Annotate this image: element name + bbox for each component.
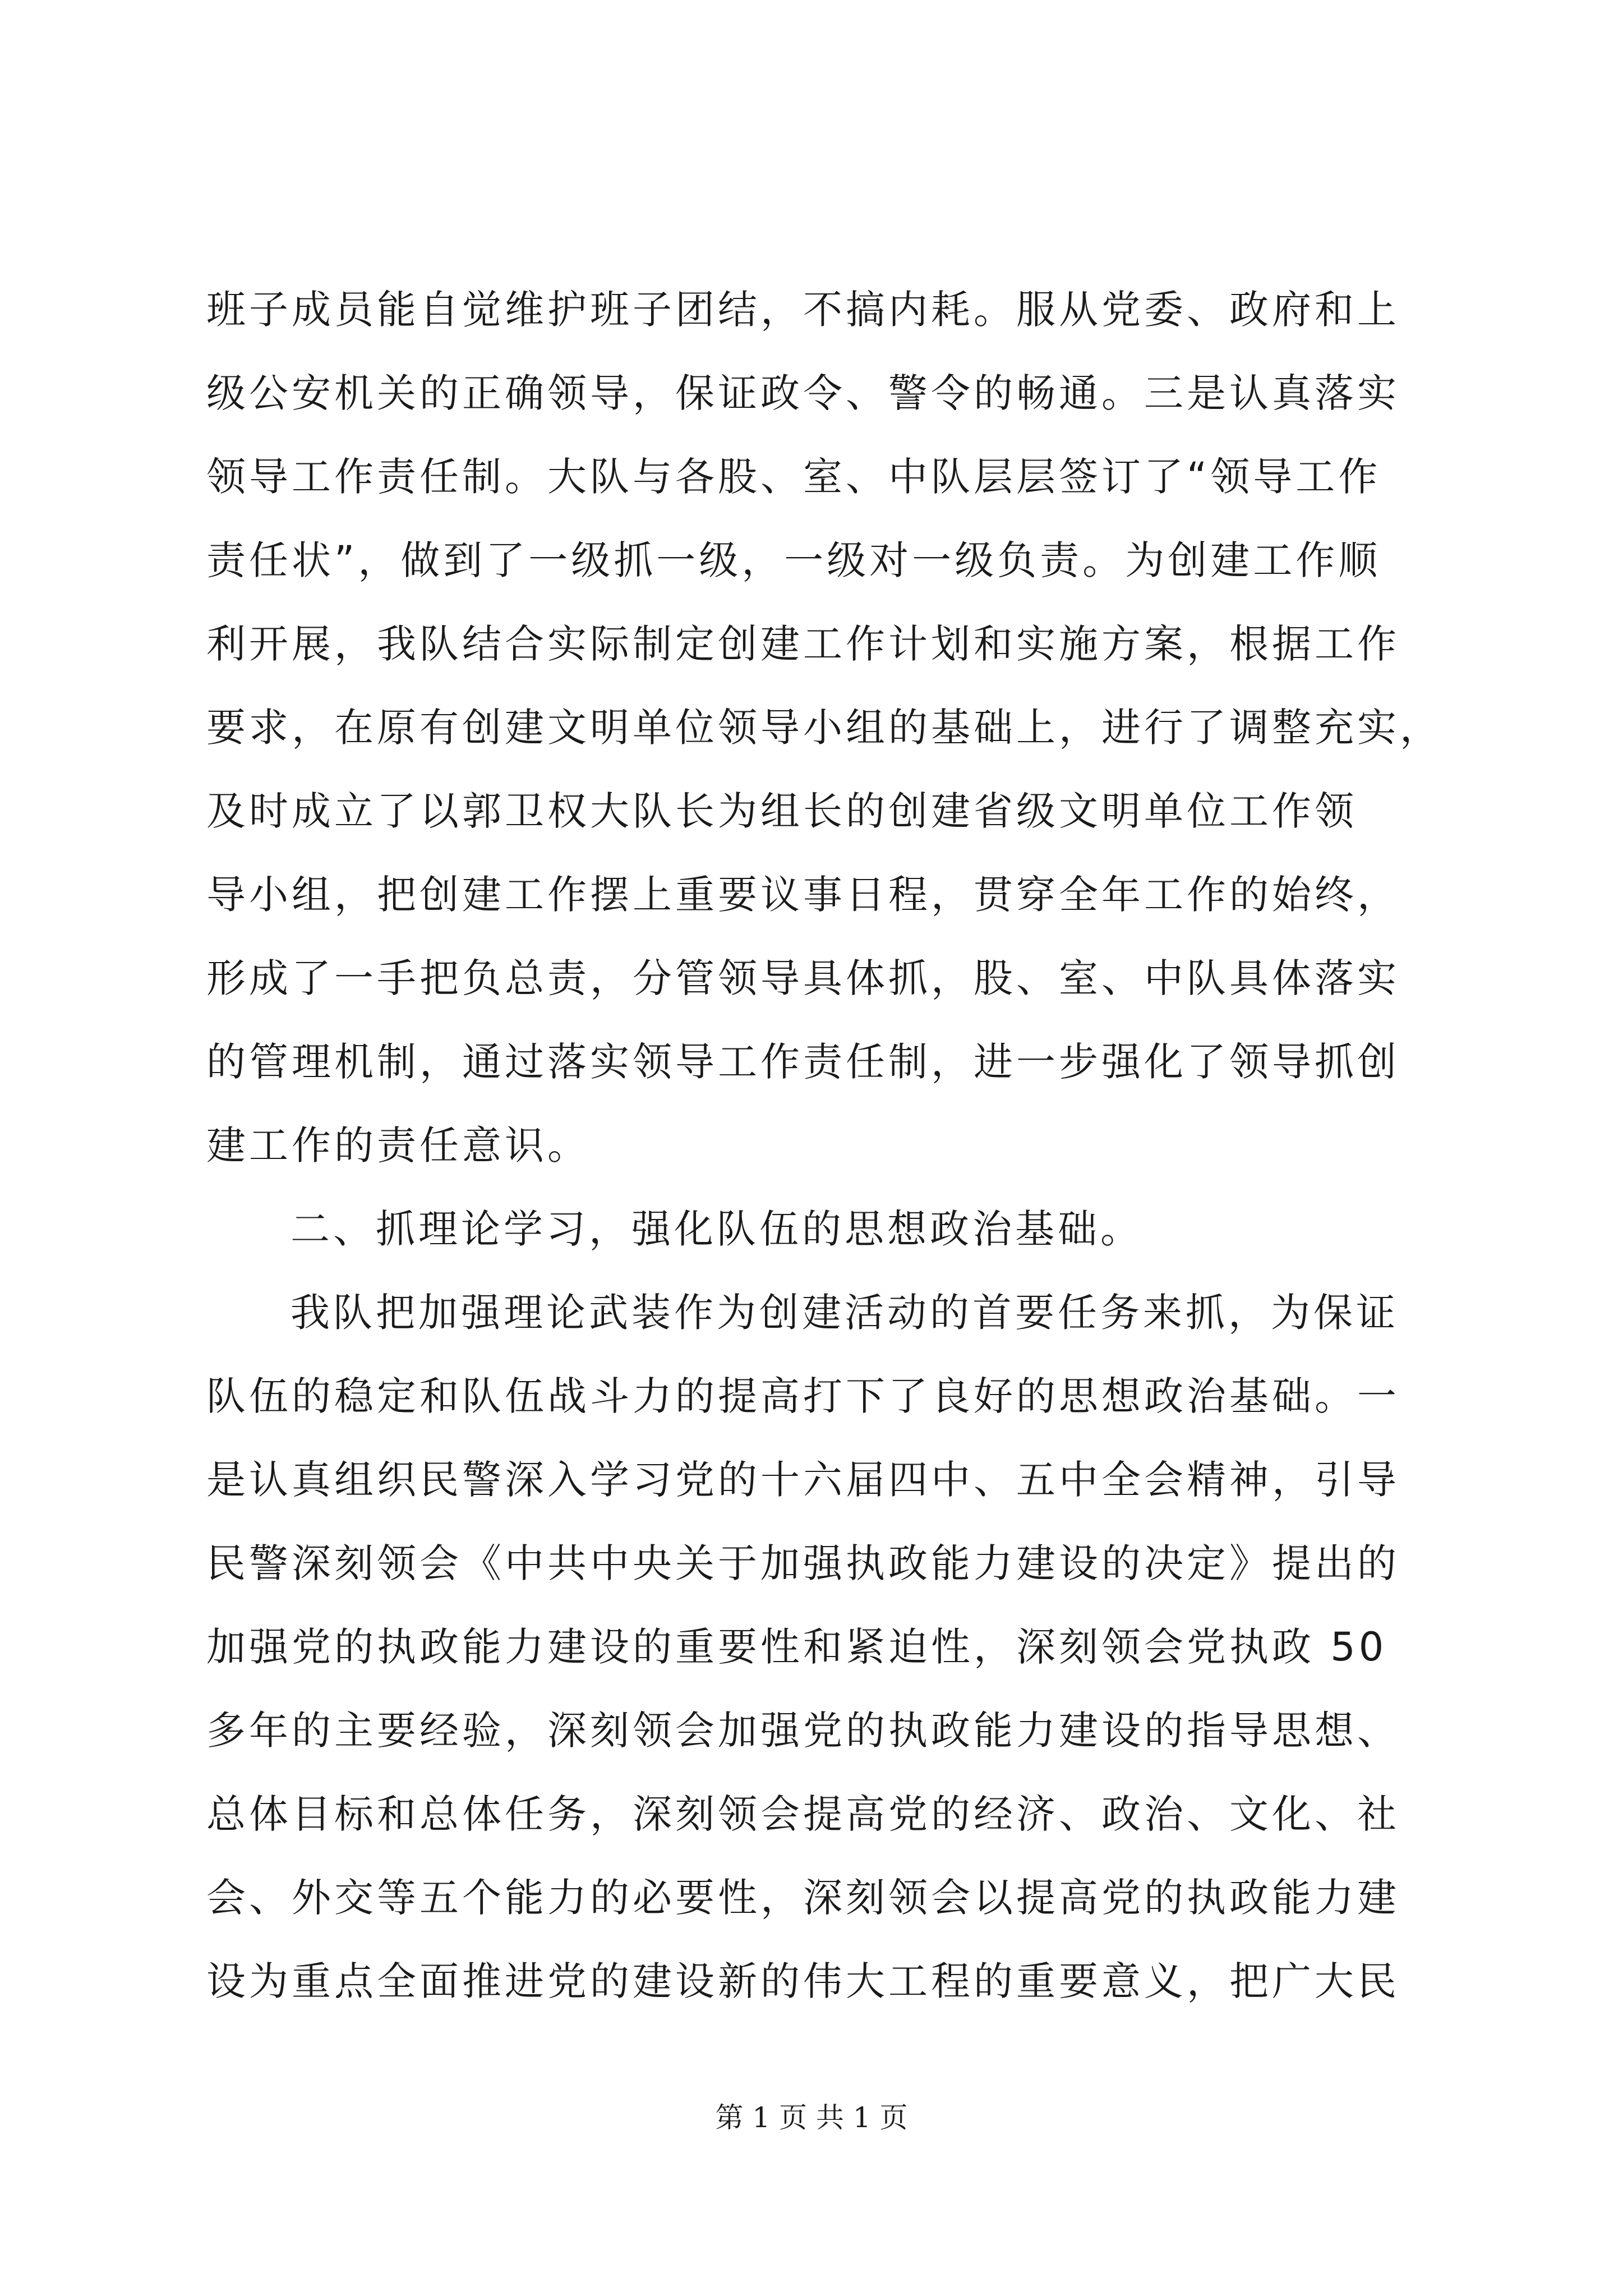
paragraph-line: 级公安机关的正确领导，保证政令、警令的畅通。三是认真落实 — [206, 370, 1400, 416]
paragraph-line: 及时成立了以郭卫权大队长为组长的创建省级文明单位工作领 — [206, 788, 1357, 834]
paragraph-line: 的管理机制，通过落实领导工作责任制，进一步强化了领导抓创 — [206, 1039, 1400, 1085]
paragraph-line: 队伍的稳定和队伍战斗力的提高打下了良好的思想政治基础。一 — [206, 1373, 1400, 1419]
paragraph-line: 设为重点全面推进党的建设新的伟大工程的重要意义，把广大民 — [206, 1958, 1400, 2004]
paragraph-line: 会、外交等五个能力的必要性，深刻领会以提高党的执政能力建 — [206, 1875, 1400, 1921]
paragraph-line: 班子成员能自觉维护班子团结，不搞内耗。服从党委、政府和上 — [206, 287, 1400, 333]
paragraph-line: 多年的主要经验，深刻领会加强党的执政能力建设的指导思想、 — [206, 1708, 1400, 1754]
paragraph-line: 责任状”，做到了一级抓一级，一级对一级负责。为创建工作顺 — [206, 537, 1381, 583]
section-heading: 二、抓理论学习，强化队伍的思想政治基础。 — [291, 1206, 1143, 1252]
paragraph-line: 要求，在原有创建文明单位领导小组的基础上，进行了调整充实， — [206, 705, 1442, 751]
paragraph-line: 加强党的执政能力建设的重要性和紧迫性，深刻领会党执政 50 — [206, 1624, 1387, 1670]
paragraph-line: 利开展，我队结合实际制定创建工作计划和实施方案，根据工作 — [206, 621, 1400, 667]
paragraph-line: 民警深刻领会《中共中央关于加强执政能力建设的决定》提出的 — [206, 1540, 1400, 1586]
page-number-footer: 第 1 页 共 1 页 — [715, 2101, 908, 2134]
paragraph-line: 形成了一手把负总责，分管领导具体抓，股、室、中队具体落实 — [206, 955, 1400, 1001]
paragraph-line: 建工作的责任意识。 — [206, 1122, 590, 1168]
paragraph-line: 领导工作责任制。大队与各股、室、中队层层签订了“领导工作 — [206, 454, 1381, 500]
paragraph-line: 导小组，把创建工作摆上重要议事日程，贯穿全年工作的始终， — [206, 872, 1400, 918]
paragraph-line: 总体目标和总体任务，深刻领会提高党的经济、政治、文化、社 — [206, 1791, 1400, 1837]
paragraph-line: 是认真组织民警深入学习党的十六届四中、五中全会精神，引导 — [206, 1457, 1400, 1503]
paragraph-line: 我队把加强理论武装作为创建活动的首要任务来抓，为保证 — [291, 1290, 1399, 1336]
